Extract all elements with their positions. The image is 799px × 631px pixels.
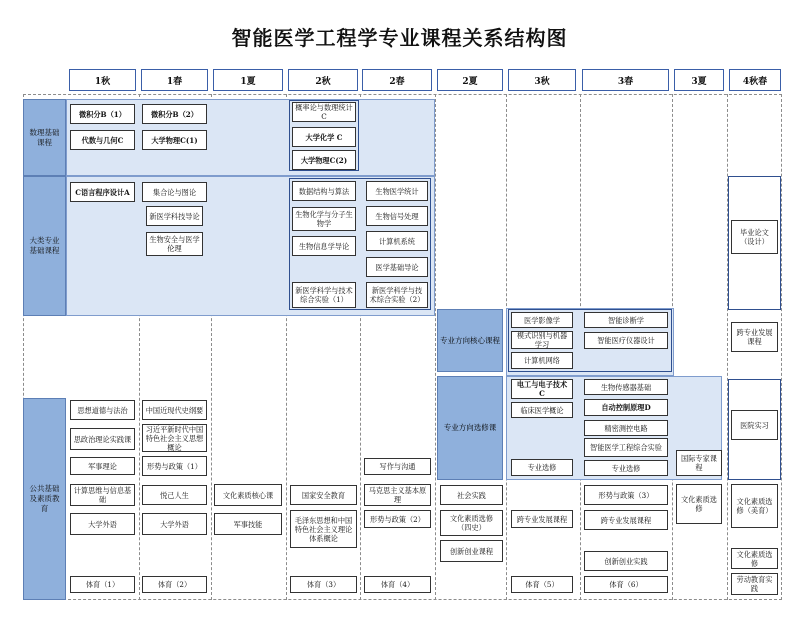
- category-elective: 专业方向选修课: [437, 376, 503, 480]
- course-pe6: 体育（6）: [584, 576, 668, 593]
- course-politics-prac: 思政治理论实践课: [70, 428, 135, 450]
- semester-header-1fall: 1秋: [69, 69, 136, 91]
- category-public: 公共基础及素质教育: [23, 398, 66, 600]
- course-mao-thought: 毛泽东思想和中国特色社会主义理论体系概论: [290, 510, 357, 548]
- course-morals-law: 思想道德与法治: [70, 400, 135, 420]
- course-nme-lab2: 新医学科学与技术综合实验（2）: [366, 282, 428, 308]
- semester-header-3summer: 3夏: [674, 69, 724, 91]
- course-comp-net: 计算机网络: [511, 352, 573, 369]
- course-yueji: 悦己人生: [142, 485, 207, 505]
- course-set-graph: 集合论与图论: [142, 182, 207, 202]
- course-culture-core: 文化素质核心课: [214, 484, 282, 506]
- category-math: 数理基础课程: [23, 99, 66, 176]
- column-divider: [435, 94, 436, 600]
- course-culture-art: 文化素质选修（美育）: [731, 484, 778, 528]
- course-cross-major-2: 跨专业发展课程: [511, 510, 573, 528]
- course-elec-tech: 电工与电子技术C: [511, 379, 573, 399]
- semester-header-4fallspring: 4秋春: [729, 69, 781, 91]
- course-med-basic: 医学基础导论: [366, 257, 428, 277]
- course-english-1: 大学外语: [70, 513, 135, 535]
- course-marxism: 马克思主义基本原理: [364, 484, 431, 506]
- course-clinical: 临床医学概论: [511, 402, 573, 418]
- course-med-img: 医学影像学: [511, 312, 573, 328]
- course-ds-alg: 数据结构与算法: [292, 181, 356, 201]
- course-bio-sensor: 生物传感器基础: [584, 379, 668, 395]
- course-bio-safety: 生物安全与医学伦理: [146, 232, 203, 256]
- course-innov-practice: 创新创业实践: [584, 551, 668, 571]
- course-pe2: 体育（2）: [142, 576, 207, 593]
- course-prob: 概率论与数理统计C: [292, 102, 356, 122]
- course-nme-lab1: 新医学科学与技术综合实验（1）: [292, 282, 356, 308]
- course-social-prac: 社会实践: [440, 485, 503, 505]
- course-bioinfo: 生物信息学导论: [292, 236, 356, 256]
- course-precise-ctrl: 精密测控电路: [584, 420, 668, 436]
- course-xi-thought: 习近平新时代中国特色社会主义思想概论: [142, 424, 207, 452]
- course-pe5: 体育（5）: [511, 576, 573, 593]
- course-chem: 大学化学 C: [292, 127, 356, 147]
- course-major-elective-2: 专业选修: [584, 460, 668, 476]
- category-core: 专业方向核心课程: [437, 309, 503, 372]
- course-major-elective-1: 专业选修: [511, 459, 573, 476]
- course-phys1: 大学物理C(1): [142, 130, 207, 150]
- course-modern-hist: 中国近现代史纲要: [142, 400, 207, 420]
- course-pe3: 体育（3）: [290, 576, 357, 593]
- course-situation3: 形势与政策（3）: [584, 485, 668, 505]
- page-title: 智能医学工程学专业课程关系结构图: [231, 26, 568, 50]
- course-pattern: 模式识别与机器学习: [511, 331, 573, 349]
- course-cross-major: 跨专业发展课程: [731, 322, 778, 352]
- course-smart-inst: 智能医疗仪器设计: [584, 332, 668, 349]
- column-divider: [727, 94, 728, 600]
- semester-header-2fall: 2秋: [288, 69, 358, 91]
- course-biochem: 生物化学与分子生物学: [292, 207, 356, 231]
- semester-header-2spring: 2春: [362, 69, 432, 91]
- course-comp-sys: 计算机系统: [366, 231, 428, 251]
- course-natl-security: 国家安全教育: [290, 485, 357, 505]
- course-calc2: 微积分B（2）: [142, 104, 207, 124]
- category-major: 大类专业基础课程: [23, 176, 66, 316]
- course-calc1: 微积分B（1）: [70, 104, 135, 124]
- course-culture-elective: 文化素质选修: [676, 484, 722, 524]
- course-cross-major-3: 跨专业发展课程: [584, 510, 668, 530]
- semester-header-1spring: 1春: [141, 69, 208, 91]
- course-c-lang: C语言程序设计A: [70, 182, 135, 202]
- course-writing: 写作与沟通: [364, 458, 431, 475]
- semester-header-1summer: 1夏: [213, 69, 283, 91]
- course-culture-elective-4: 文化素质选修: [731, 548, 778, 569]
- course-thesis: 毕业论文（设计）: [731, 220, 778, 254]
- course-intl-expert: 国际专家课程: [676, 450, 722, 476]
- course-mil-theory: 军事理论: [70, 457, 135, 475]
- course-situation2: 形势与政策（2）: [364, 510, 431, 528]
- course-smart-diag: 智能诊断学: [584, 312, 668, 328]
- course-phys2: 大学物理C(2): [292, 150, 356, 170]
- course-intro-nme: 新医学科技导论: [146, 206, 203, 226]
- course-algebra: 代数与几何C: [70, 130, 135, 150]
- course-situation1: 形势与政策（1）: [142, 456, 207, 476]
- course-english-2: 大学外语: [142, 513, 207, 535]
- course-auto-ctrl: 自动控制原理D: [584, 399, 668, 416]
- course-crit-think: 计算思维与信息基础: [70, 484, 135, 506]
- course-pe1: 体育（1）: [70, 576, 135, 593]
- course-labor: 劳动教育实践: [731, 573, 778, 595]
- semester-header-3fall: 3秋: [508, 69, 576, 91]
- course-smart-eng-lab: 智能医学工程综合实验: [584, 438, 668, 457]
- course-mil-skill: 军事技能: [214, 513, 282, 535]
- course-culture-four-hist: 文化素质选修（四史）: [440, 510, 503, 536]
- course-hosp-intern: 医院实习: [731, 410, 778, 440]
- semester-header-3spring: 3春: [582, 69, 669, 91]
- course-bio-signal: 生物信号处理: [366, 206, 428, 226]
- course-innov-course: 创新创业课程: [440, 540, 503, 562]
- semester-header-2summer: 2夏: [437, 69, 503, 91]
- course-pe4: 体育（4）: [364, 576, 431, 593]
- course-biostat: 生物医学统计: [366, 181, 428, 201]
